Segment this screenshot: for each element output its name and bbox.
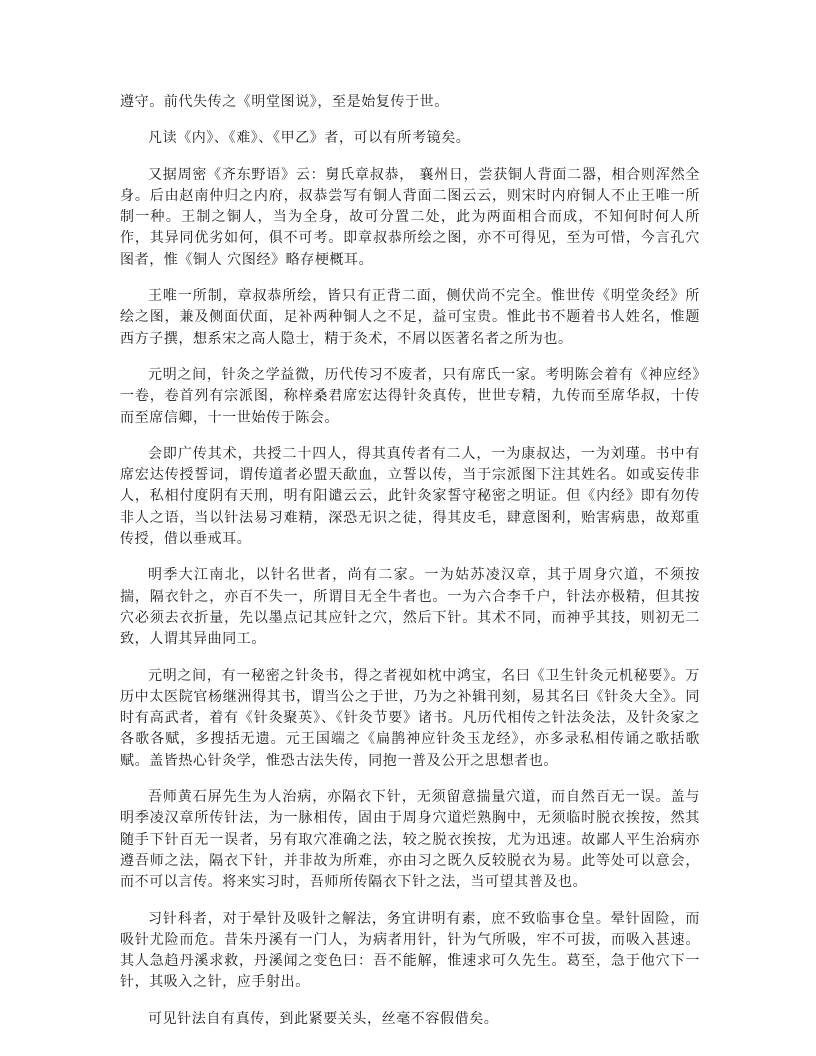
paragraph: 凡读《内》、《难》、《甲乙》者，可以有所考镜矣。 — [148, 130, 471, 147]
paragraph: 习针科者，对于晕针及吸针之解法，务宜讲明有素，庶不致临事仓皇。晕针固险，而吸针尤险而危。昔朱丹溪有一门人，为病者用针，针为气所吸，牢不可拔，而吸入甚速。其人急趋丹溪求救，丹溪闻之变色曰：吾不能解，惟速求可久先生。葛至，急于他穴下一针，其吸入之针，应手射出。 — [120, 910, 700, 991]
paragraph: 可见针法自有真传，到此紧要关头，丝毫不容假借矣。 — [148, 1010, 499, 1027]
paragraph: 元明之间，针灸之学益微，历代传习不废者，只有席氏一家。考明陈会着有《神应经》一卷，卷首列有宗派图，称梓桑君席宏达得针灸真传，世世专精，九传而至席华叔，十传而至席信卿，十一世始传于陈会。 — [120, 366, 700, 426]
paragraph: 明季大江南北，以针名世者，尚有二家。一为姑苏凌汉章，其于周身穴道，不须按揣，隔衣针之，亦百不失一，所谓目无全牛者也。一为六合李千户，针法亦极精，但其按穴必须去衣折量，先以墨点记其应针之穴，然后下针。其术不同，而神乎其技，则初无二致，人谓其异曲同工。 — [120, 567, 700, 648]
paragraph: 会即广传其术，共授二十四人，得其真传者有二人，一为康叔达，一为刘瑾。书中有席宏达传授誓词，谓传道者必盟天歃血，立誓以传，当于宗派图下注其姓名。如或妄传非人，私相付度阴有天刑，明有阳谴云云，此针灸家誓守秘密之明证。但《内经》即有勿传非人之语，当以针法易习难精，深恐无识之徒，得其皮毛，肆意图利，贻害病患，故郑重传授，借以垂戒耳。 — [120, 445, 700, 548]
body-text — [120, 92, 700, 1045]
paragraph: 王唯一所制，章叔恭所绘，皆只有正背二面，侧伏尚不完全。惟世传《明堂灸经》所绘之图，兼及侧面伏面，足补两种铜人之不足，益可宝贵。惟此书不题着书人姓名，惟题西方子撰，想系宋之高人隐士，精于灸术，不屑以医著名者之所为也。 — [120, 288, 700, 347]
paragraph: 遵守。前代失传之《明堂图说》，至是始复传于世。 — [120, 94, 449, 110]
paragraph: 元明之间，有一秘密之针灸书，得之者视如枕中鸿宝，名曰《卫生针灸元机秘要》。万历中太医院官杨继洲得其书，谓当公之于世，乃为之补辑刊刻，易其名曰《针灸大全》。同时有高武者，着有《针灸聚英》、《针灸节要》诸书。凡历代相传之针法灸法，及针灸家之各歌各赋，多搜括无遗。元王国端之《扁鹊神应针灸玉龙经》，亦多录私相传诵之歌括歌赋。盖皆热心针灸学，惟恐古法失传，同抱一普及公开之思想者也。 — [120, 667, 700, 769]
paragraph: 又据周密《齐东野语》云：舅氏章叔恭， 襄州日，尝获铜人背面二器，相合则浑然全身。后由赵南仲归之内府，叔恭尝写有铜人背面二图云云，则宋时内府铜人不止王唯一所制一种。王制之铜人，当为全身，故可分置二处，此为两面相合而成，不知何时何人所作，其异同优劣如何，俱不可考。即章叔恭所绘之图，亦不可得见，至为可惜，今言孔穴图者，惟《铜人 穴图经》略存梗概耳。 — [120, 166, 700, 268]
paragraph: 吾师黄石屏先生为人治病，亦隔衣下针，无须留意揣量穴道，而自然百无一误。盖与明季凌汉章所传针法，为一脉相传，固由于周身穴道烂熟胸中，无须临时脱衣挨按，然其随手下针百无一误者，另有取穴准确之法，较之脱衣挨按，尤为迅速。故鄙人平生治病亦遵吾师之法，隔衣下针，并非故为所难，亦由习之既久反较脱衣为易。此等处可以意会，而不可以言传。将来实习时，吾师所传隔衣下针之法，当可望其普及也。 — [120, 789, 700, 891]
